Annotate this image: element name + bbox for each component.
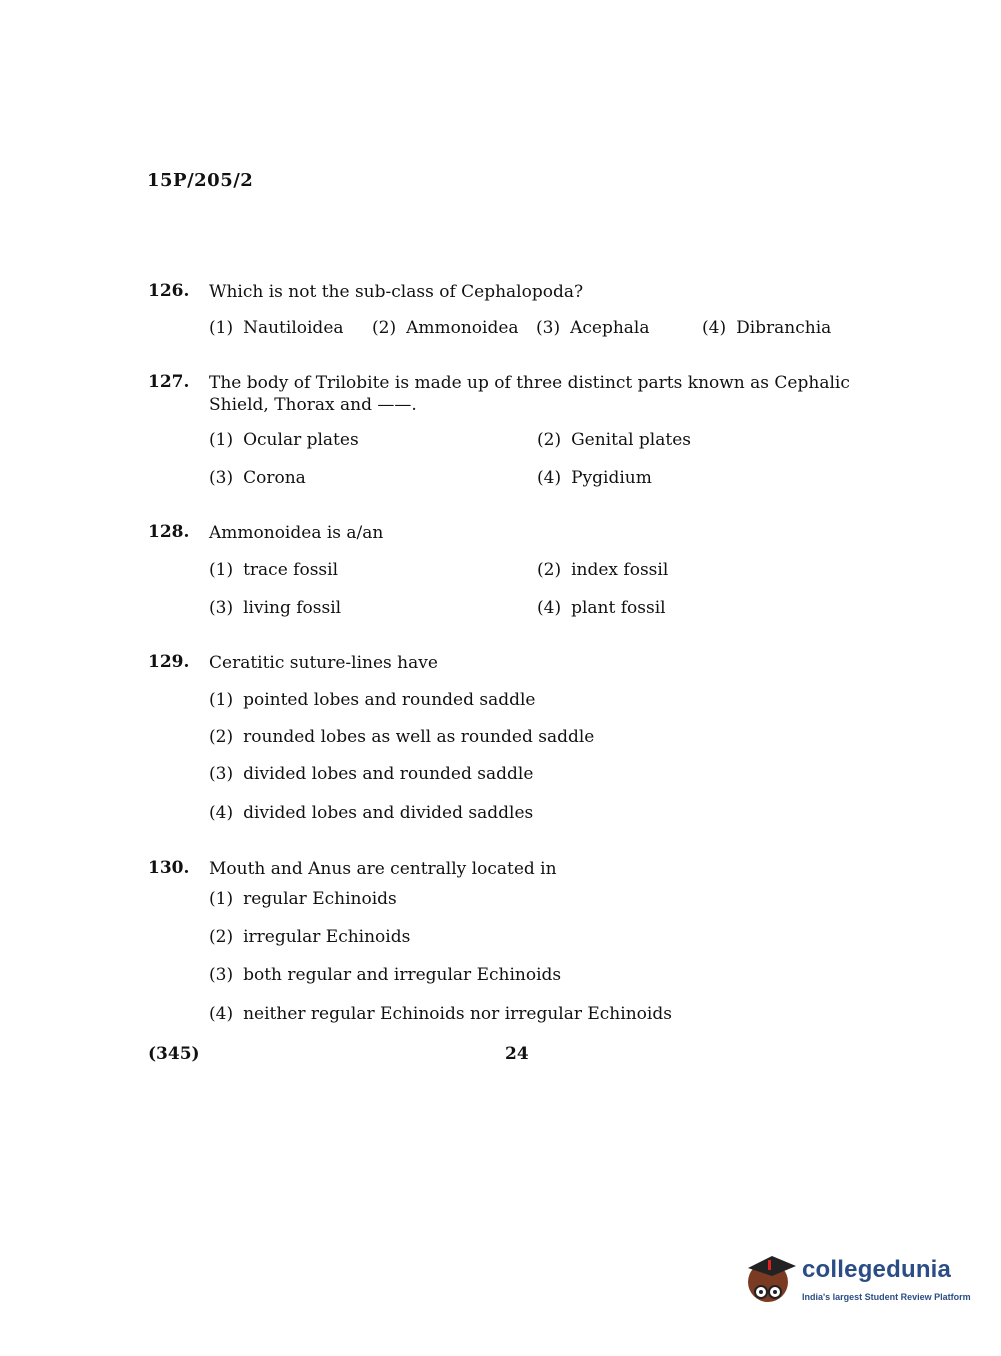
option: (4) neither regular Echinoids nor irregular Echinoids (209, 1004, 672, 1024)
paper-code: 15P/205/2 (147, 170, 254, 191)
option: (1) Ocular plates (209, 430, 359, 450)
question-text: Ammonoidea is a/an (209, 523, 384, 543)
option: (1) Nautiloidea (209, 318, 344, 338)
footer-code: (345) (148, 1044, 200, 1064)
option: (2) irregular Echinoids (209, 927, 411, 947)
option: (4) Pygidium (537, 468, 652, 488)
option: (4) plant fossil (537, 598, 666, 618)
question-text: Which is not the sub-class of Cephalopoda? (209, 282, 584, 302)
logo-name: collegedunia (802, 1256, 952, 1283)
mascot-icon (742, 1252, 798, 1308)
option: (1) trace fossil (209, 560, 339, 580)
question-number: 130. (148, 858, 190, 878)
option: (3) divided lobes and rounded saddle (209, 764, 534, 784)
option: (1) pointed lobes and rounded saddle (209, 690, 536, 710)
option: (3) Acephala (536, 318, 650, 338)
option: (2) rounded lobes as well as rounded saddle (209, 727, 595, 747)
option: (4) Dibranchia (702, 318, 832, 338)
option: (2) index fossil (537, 560, 669, 580)
question-text: Mouth and Anus are centrally located in (209, 859, 557, 879)
question-number: 127. (148, 372, 190, 392)
option: (4) divided lobes and divided saddles (209, 803, 534, 823)
question-text: The body of Trilobite is made up of three distinct parts known as Cephalic Shield, Thorax and ——. (209, 373, 850, 415)
collegedunia-logo (742, 1248, 972, 1318)
question-number: 129. (148, 652, 190, 672)
option: (3) living fossil (209, 598, 342, 618)
page-number: 24 (505, 1044, 529, 1064)
option: (1) regular Echinoids (209, 889, 397, 909)
question-text: Ceratitic suture-lines have (209, 653, 438, 673)
question-number: 128. (148, 522, 190, 542)
question-number: 126. (148, 281, 190, 301)
option: (3) both regular and irregular Echinoids (209, 965, 562, 985)
option: (2) Ammonoidea (372, 318, 519, 338)
option: (3) Corona (209, 468, 306, 488)
logo-tagline: India's largest Student Review Platform (802, 1292, 971, 1302)
option: (2) Genital plates (537, 430, 691, 450)
